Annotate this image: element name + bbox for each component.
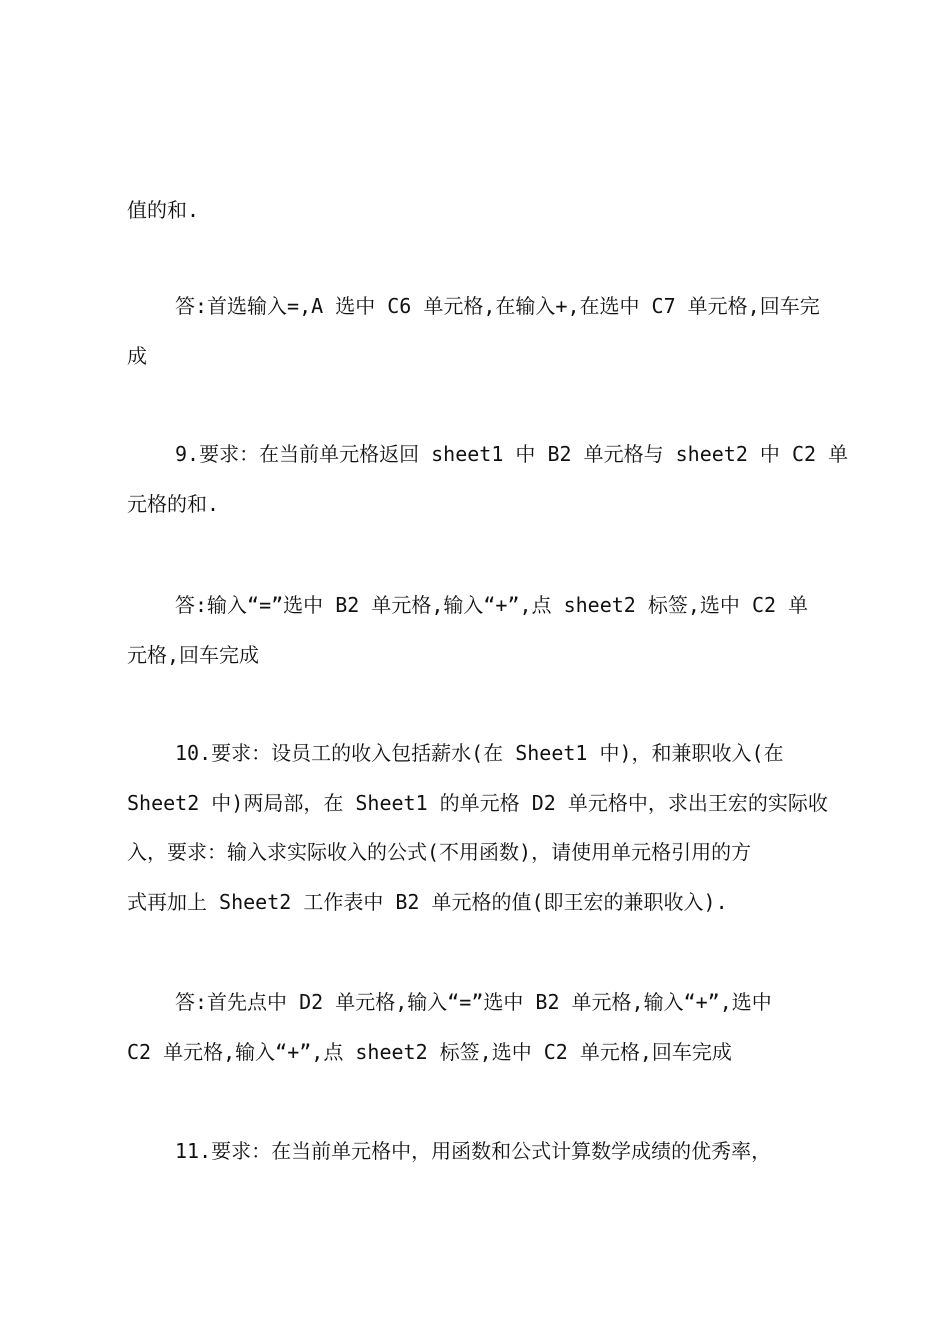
question-line: 11.要求：在当前单元格中，用函数和公式计算数学成绩的优秀率， [175,1139,772,1163]
answer-line: 答:输入“=”选中 B2 单元格,输入“+”,点 sheet2 标签,选中 C2 单 [175,593,809,617]
text-line: 值的和. [127,198,200,222]
text-line: 成 [127,344,147,368]
answer-line: 答:首先点中 D2 单元格,输入“=”选中 B2 单元格,输入“+”,选中 [175,990,772,1014]
question-line: 10.要求：设员工的收入包括薪水(在 Sheet1 中)，和兼职收入(在 [175,741,784,765]
text-line: 式再加上 Sheet2 工作表中 B2 单元格的值(即王宏的兼职收入). [127,890,728,914]
answer-line: 答:首选输入=,A 选中 C6 单元格,在输入+,在选中 C7 单元格,回车完 [175,294,820,318]
question-line: 9.要求：在当前单元格返回 sheet1 中 B2 单元格与 sheet2 中 C2 单 [175,442,849,466]
text-line: 入，要求：输入求实际收入的公式(不用函数)，请使用单元格引用的方 [127,840,752,864]
text-line: 元格的和. [127,492,220,516]
text-line: Sheet2 中)两局部，在 Sheet1 的单元格 D2 单元格中，求出王宏的实际收 [127,791,828,815]
text-line: C2 单元格,输入“+”,点 sheet2 标签,选中 C2 单元格,回车完成 [127,1040,732,1064]
text-line: 元格,回车完成 [127,643,260,667]
